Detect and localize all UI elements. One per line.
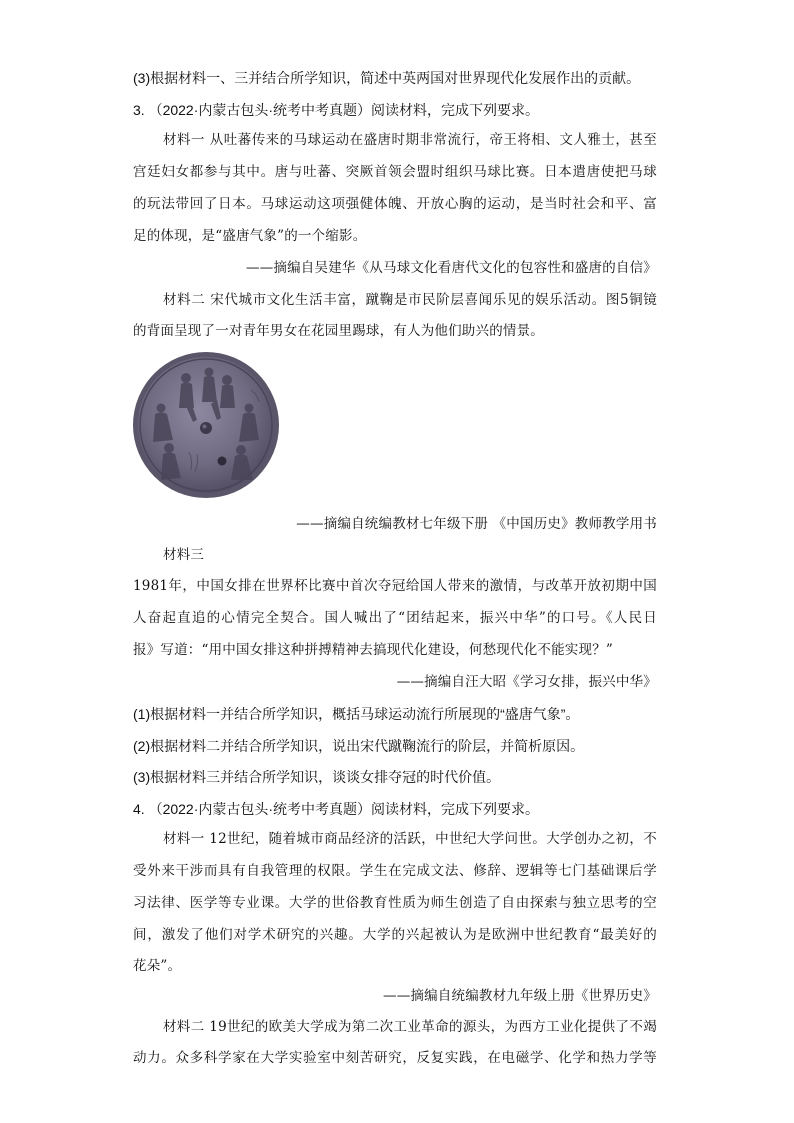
bronze-mirror-image <box>131 350 281 500</box>
material-2-source: ——摘编自统编教材七年级下册 《中国历史》教师教学用书 <box>296 516 657 532</box>
material-1-line-4: 足的体现，是“盛唐气象”的一个缩影。 <box>133 228 367 244</box>
question-4-heading: 4. （2022·内蒙古包头·统考中考真题）阅读材料，完成下列要求。 <box>133 801 540 817</box>
material-3-heading: 材料三 <box>163 547 205 563</box>
question-3-part-1: (1)根据材料一并结合所学知识，概括马球运动流行所展现的“盛唐气象”。 <box>133 706 580 722</box>
material-1-source: ——摘编自吴建华《从马球文化看唐代文化的包容性和盛唐的自信》 <box>246 260 657 276</box>
material-1-line-1: 材料一 从吐蕃传来的马球运动在盛唐时期非常流行，帝王将相、文人雅士，甚至 <box>163 132 657 148</box>
question-2-part-3: (3)根据材料一、三并结合所学知识，简述中英两国对世界现代化发展作出的贡献。 <box>133 70 641 86</box>
material-2-line-2: 的背面呈现了一对青年男女在花园里踢球，有人为他们助兴的情景。 <box>133 323 544 339</box>
material-1-line-2: 宫廷妇女都参与其中。唐与吐蕃、突厥首领会盟时组织马球比赛。日本遣唐使把马球 <box>133 164 657 180</box>
question-3-part-3: (3)根据材料三并结合所学知识，谈谈女排夺冠的时代价值。 <box>133 769 501 785</box>
material-1-line-3: 的玩法带回了日本。马球运动这项强健体魄、开放心胸的运动，是当时社会和平、富 <box>133 196 657 212</box>
question-3-heading: 3. （2022·内蒙古包头·统考中考真题）阅读材料，完成下列要求。 <box>133 102 540 118</box>
material-3-line-2: 人奋起直追的心情完全契合。国人喊出了“团结起来，振兴中华”的口号。《人民日 <box>133 610 657 626</box>
question-3-part-2: (2)根据材料二并结合所学知识，说出宋代蹴鞠流行的阶层，并简析原因。 <box>133 738 585 754</box>
q4-material-1-line-1: 材料一 12世纪，随着城市商品经济的活跃，中世纪大学问世。大学创办之初，不 <box>163 831 657 847</box>
q4-material-1-line-3: 习法律、医学等专业课。大学的世俗教育性质为师生创造了自由探索与独立思考的空 <box>133 895 657 911</box>
q4-material-2-line-2: 动力。众多科学家在大学实验室中刻苦研究，反复实践，在电磁学、化学和热力学等 <box>133 1050 657 1066</box>
q4-material-1-line-2: 受外来干涉而具有自我管理的权限。学生在完成文法、修辞、逻辑等七门基础课后学 <box>133 863 657 879</box>
material-3-source: ——摘编自汪大昭《学习女排，振兴中华》 <box>396 674 657 690</box>
q4-material-2-line-1: 材料二 19世纪的欧美大学成为第二次工业革命的源头，为西方工业化提供了不竭 <box>163 1019 657 1035</box>
q4-material-1-line-4: 间，激发了他们对学术研究的兴趣。大学的兴起被认为是欧洲中世纪教育“最美好的 <box>133 927 657 943</box>
q4-material-1-line-5: 花朵”。 <box>133 958 182 974</box>
q4-material-1-source: ——摘编自统编教材九年级上册《世界历史》 <box>383 988 657 1004</box>
material-3-line-3: 报》写道：“用中国女排这种拼搏精神去搞现代化建设，何愁现代化不能实现？” <box>133 642 614 658</box>
material-2-line-1: 材料二 宋代城市文化生活丰富，蹴鞠是市民阶层喜闻乐见的娱乐活动。图5铜镜 <box>163 292 657 308</box>
material-3-line-1: 1981年，中国女排在世界杯比赛中首次夺冠给国人带来的激情，与改革开放初期中国 <box>133 578 657 594</box>
